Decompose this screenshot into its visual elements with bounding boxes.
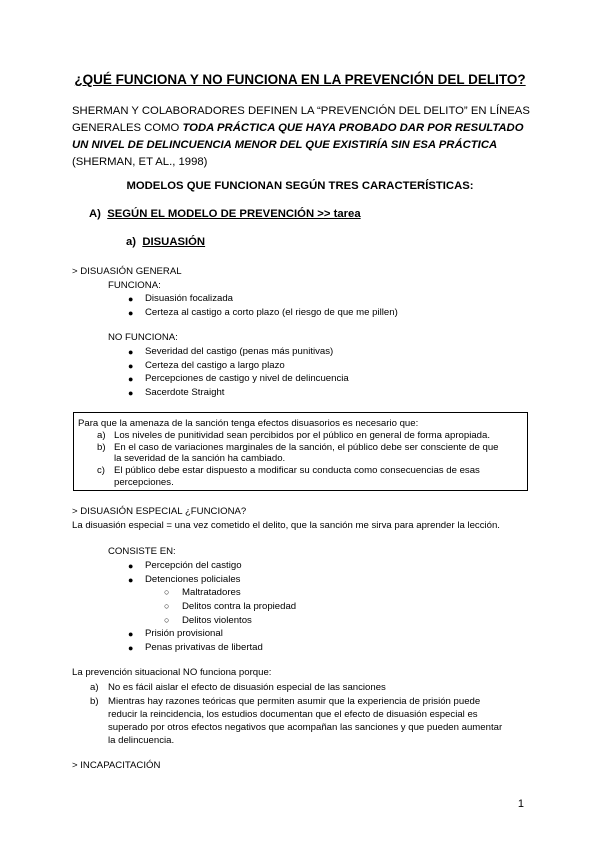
bullet-icon: ● bbox=[128, 361, 134, 371]
list-item: Prisión provisional bbox=[145, 628, 223, 639]
general-heading: > DISUASIÓN GENERAL bbox=[72, 266, 182, 277]
box-item-text: percepciones. bbox=[114, 477, 174, 488]
page-number: 1 bbox=[517, 798, 524, 810]
special-heading: > DISUASIÓN ESPECIAL ¿FUNCIONA? bbox=[72, 506, 247, 517]
page-title: ¿QUÉ FUNCIONA Y NO FUNCIONA EN LA PREVENCIÓN DEL DELITO? bbox=[74, 72, 526, 87]
section-a-label: SEGÚN EL MODELO DE PREVENCIÓN >> tarea bbox=[107, 208, 361, 220]
box-item-text: En el caso de variaciones marginales de la sanción, el público debe ser consciente de que bbox=[114, 442, 499, 453]
box-item-text: El público debe estar dispuesto a modificar su conducta como consecuencias de esas bbox=[114, 465, 480, 476]
intro-line-1: SHERMAN Y COLABORADORES DEFINEN LA “PREVENCIÓN DEL DELITO” EN LÍNEAS bbox=[72, 105, 530, 117]
intro-line-2 bbox=[72, 120, 532, 137]
situational-marker-b: b) bbox=[90, 696, 99, 707]
sub-list-item: Maltratadores bbox=[182, 587, 241, 598]
situational-text-b: superado por otros efectos negativos que acompañan las sanciones y que pueden aumentar bbox=[108, 722, 503, 733]
situational-text-b: la delincuencia. bbox=[108, 735, 175, 746]
bullet-icon: ● bbox=[128, 347, 134, 357]
list-item: Certeza del castigo a largo plazo bbox=[145, 360, 285, 371]
list-item: Severidad del castigo (penas más punitivas) bbox=[145, 346, 334, 357]
subsection-label: DISUASIÓN bbox=[142, 236, 206, 248]
bullet-icon: ● bbox=[128, 388, 134, 398]
intro-line-3-emphasis: UN NIVEL DE DELINCUENCIA MENOR DEL QUE EXISTIRÍA SIN ESA PRÁCTICA bbox=[72, 139, 498, 151]
section-a-heading bbox=[89, 208, 361, 220]
incapacitation-heading: > INCAPACITACIÓN bbox=[72, 760, 161, 771]
bullet-icon: ● bbox=[128, 374, 134, 384]
list-item: Penas privativas de libertad bbox=[145, 642, 263, 653]
sub-list-item: Delitos violentos bbox=[182, 615, 252, 626]
intro-citation: (SHERMAN, ET AL., 1998) bbox=[72, 156, 208, 168]
intro-line-2-emphasis: TODA PRÁCTICA QUE HAYA PROBADO DAR POR RESULTADO bbox=[182, 122, 524, 134]
sub-list-item: Delitos contra la propiedad bbox=[182, 601, 297, 612]
box-item-marker: b) bbox=[97, 442, 106, 453]
situational-text-b: reducir la reincidencia, los estudios documentan que el efecto de disuasión especial es bbox=[108, 709, 478, 720]
box-item-marker: c) bbox=[97, 465, 105, 476]
list-item: Certeza al castigo a corto plazo (el riesgo de que me pillen) bbox=[145, 307, 398, 318]
intro-line-3 bbox=[72, 137, 532, 154]
box-item-text: la severidad de la sanción ha cambiado. bbox=[114, 453, 286, 464]
situational-text-b: Mientras hay razones teóricas que permiten asumir que la experiencia de prisión puede bbox=[108, 696, 481, 707]
bullet-icon: ● bbox=[128, 575, 134, 585]
circle-bullet-icon: ○ bbox=[164, 615, 170, 625]
list-item: Detenciones policiales bbox=[145, 574, 241, 585]
subsection-disuasion-heading bbox=[126, 236, 205, 248]
situational-intro: La prevención situacional NO funciona porque: bbox=[72, 667, 272, 678]
bullet-icon: ● bbox=[128, 643, 134, 653]
list-item: Percepciones de castigo y nivel de delincuencia bbox=[145, 373, 349, 384]
box-intro: Para que la amenaza de la sanción tenga efectos disuasorios es necesario que: bbox=[78, 418, 419, 429]
intro-line-2-plain: GENERALES COMO bbox=[72, 122, 183, 134]
subsection-marker: a) bbox=[126, 236, 137, 248]
box-item-text: Los niveles de punitividad sean percibidos por el público en general de forma apropiada. bbox=[114, 430, 491, 441]
bullet-icon: ● bbox=[128, 561, 134, 571]
situational-marker-a: a) bbox=[90, 682, 99, 693]
consists-label: CONSISTE EN: bbox=[108, 546, 176, 557]
list-item: Percepción del castigo bbox=[145, 560, 242, 571]
bullet-icon: ● bbox=[128, 629, 134, 639]
section-a-marker: A) bbox=[89, 208, 101, 220]
circle-bullet-icon: ○ bbox=[164, 601, 170, 611]
list-item: Sacerdote Straight bbox=[145, 387, 225, 398]
situational-text-a: No es fácil aislar el efecto de disuasión especial de las sanciones bbox=[108, 682, 386, 693]
box-item-marker: a) bbox=[97, 430, 106, 441]
bullet-icon: ● bbox=[128, 308, 134, 318]
special-definition: La disuasión especial = una vez cometido el delito, que la sanción me sirva para aprender la lección. bbox=[72, 520, 500, 531]
bullet-icon: ● bbox=[128, 294, 134, 304]
circle-bullet-icon: ○ bbox=[164, 587, 170, 597]
works-label: FUNCIONA: bbox=[108, 280, 161, 291]
models-heading: MODELOS QUE FUNCIONAN SEGÚN TRES CARACTERÍSTICAS: bbox=[126, 180, 474, 192]
not-works-label: NO FUNCIONA: bbox=[108, 332, 178, 343]
list-item: Disuasión focalizada bbox=[145, 293, 233, 304]
